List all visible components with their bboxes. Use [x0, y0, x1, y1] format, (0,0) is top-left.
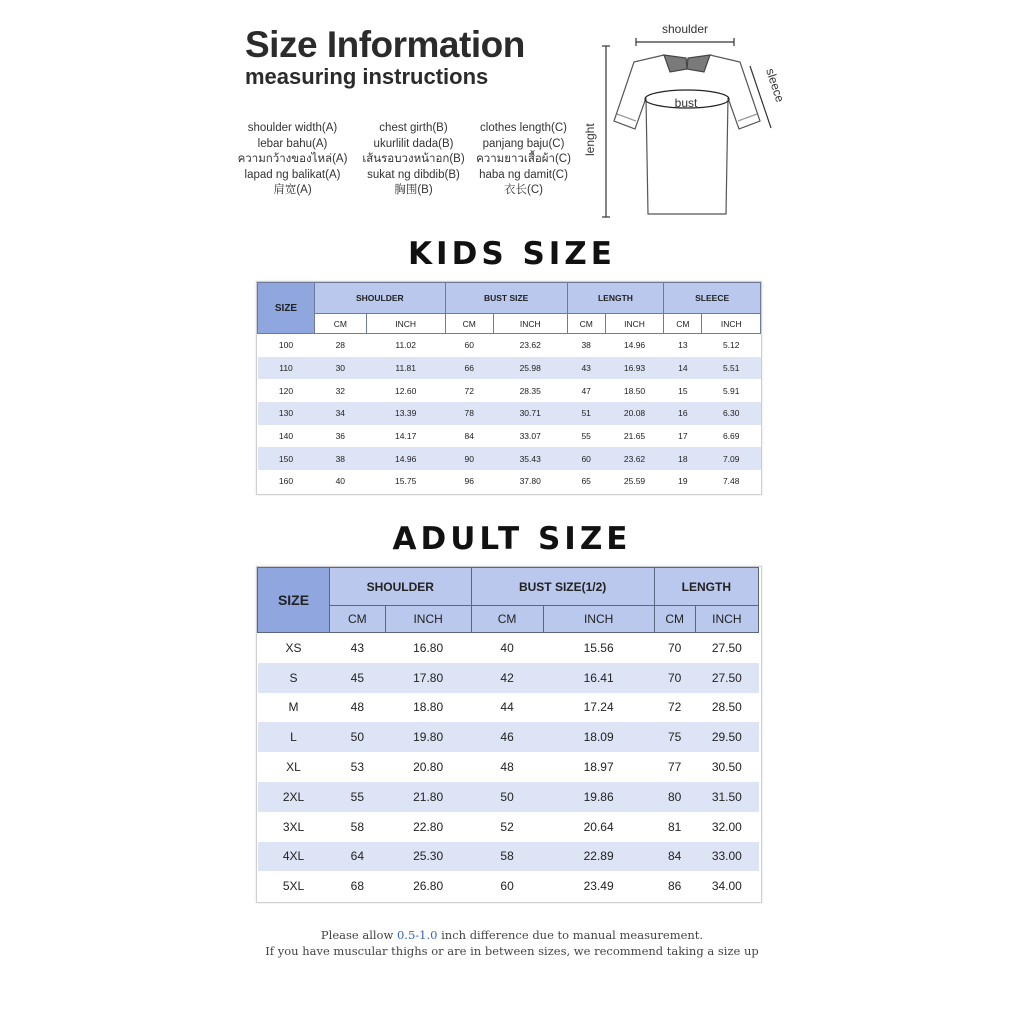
translation-item: shoulder width(A)	[247, 122, 338, 134]
table-cell: 53	[330, 752, 386, 782]
page-subtitle: measuring instructions	[245, 64, 489, 89]
table-cell: 43	[330, 633, 386, 663]
translation-item: panjang baju(C)	[482, 137, 565, 150]
inch-header: INCH	[702, 314, 761, 334]
table-cell: 23.62	[605, 447, 663, 470]
table-cell: 28.35	[493, 379, 567, 402]
adult-size-table	[257, 567, 759, 901]
table-cell: 75	[654, 722, 695, 752]
table-cell: 22.89	[543, 842, 654, 872]
table-cell: 48	[330, 693, 386, 723]
adult-size-heading: ADULT SIZE	[392, 521, 632, 557]
table-cell: 80	[654, 782, 695, 812]
translation-item: 胸围(B)	[394, 184, 433, 197]
cm-header: CM	[664, 314, 702, 334]
cm-header: CM	[471, 606, 543, 633]
table-cell: 6.30	[702, 402, 761, 425]
table-cell: 32.00	[695, 812, 758, 842]
table-cell: 84	[654, 842, 695, 872]
table-cell: 58	[330, 812, 386, 842]
table-cell: 68	[330, 871, 386, 901]
table-cell: 26.80	[385, 871, 471, 901]
translation-column-length	[466, 121, 581, 199]
table-cell: 50	[330, 722, 386, 752]
size-cell: 2XL	[258, 782, 330, 812]
table-cell: 65	[567, 470, 605, 493]
table-cell: 45	[330, 663, 386, 693]
table-cell: 40	[315, 470, 367, 493]
size-cell: M	[258, 693, 330, 723]
table-cell: 20.08	[605, 402, 663, 425]
translation-item: ความกว้างของไหล่(A)	[237, 153, 348, 166]
shirt-outline	[614, 55, 760, 214]
table-cell: 51	[567, 402, 605, 425]
table-row	[258, 842, 759, 872]
table-cell: 19.80	[385, 722, 471, 752]
table-cell: 52	[471, 812, 543, 842]
kids-size-heading: KIDS SIZE	[408, 236, 616, 272]
table-cell: 5.12	[702, 334, 761, 357]
table-cell: 18.97	[543, 752, 654, 782]
table-row	[258, 334, 761, 357]
table-cell: 17.80	[385, 663, 471, 693]
size-cell: 110	[258, 357, 315, 380]
table-cell: 38	[315, 447, 367, 470]
cm-header: CM	[315, 314, 367, 334]
translation-item: 肩宽(A)	[273, 184, 312, 197]
table-cell: 86	[654, 871, 695, 901]
table-cell: 13	[664, 334, 702, 357]
table-cell: 25.30	[385, 842, 471, 872]
table-cell: 17	[664, 425, 702, 448]
translation-item: chest girth(B)	[379, 122, 448, 134]
note-text: inch difference due to manual measurement.	[437, 928, 704, 942]
table-cell: 27.50	[695, 663, 758, 693]
table-cell: 14	[664, 357, 702, 380]
table-cell: 29.50	[695, 722, 758, 752]
table-cell: 42	[471, 663, 543, 693]
size-cell: L	[258, 722, 330, 752]
bust-label: bust	[674, 96, 698, 110]
size-cell: 120	[258, 379, 315, 402]
table-cell: 21.65	[605, 425, 663, 448]
translation-item: ukurlilit dada(B)	[373, 137, 454, 150]
table-cell: 38	[567, 334, 605, 357]
table-row	[258, 425, 761, 448]
table-cell: 30	[315, 357, 367, 380]
sleeve-label: sleece	[763, 66, 788, 104]
table-cell: 19.86	[543, 782, 654, 812]
shoulder-label: shoulder	[661, 22, 709, 36]
table-cell: 50	[471, 782, 543, 812]
table-cell: 14.96	[605, 334, 663, 357]
table-row	[258, 402, 761, 425]
size-cell: 5XL	[258, 871, 330, 901]
table-cell: 18.80	[385, 693, 471, 723]
table-cell: 58	[471, 842, 543, 872]
column-group-header: SLEECE	[664, 283, 761, 314]
table-cell: 46	[471, 722, 543, 752]
size-cell: 160	[258, 470, 315, 493]
translation-item: เส้นรอบวงหน้าอก(B)	[362, 153, 465, 166]
inch-header: INCH	[605, 314, 663, 334]
table-cell: 11.81	[366, 357, 445, 380]
table-cell: 16.80	[385, 633, 471, 663]
table-cell: 15.75	[366, 470, 445, 493]
note-allowance	[0, 928, 1024, 942]
size-header: SIZE	[258, 283, 315, 334]
table-cell: 64	[330, 842, 386, 872]
table-cell: 70	[654, 633, 695, 663]
shirt-diagram	[583, 18, 790, 228]
table-cell: 23.49	[543, 871, 654, 901]
translation-column-chest	[356, 121, 471, 199]
column-group-header: SHOULDER	[315, 283, 446, 314]
size-cell: 140	[258, 425, 315, 448]
table-cell: 35.43	[493, 447, 567, 470]
table-cell: 27.50	[695, 633, 758, 663]
note-size-up: If you have muscular thighs or are in between sizes, we recommend taking a size up	[265, 944, 759, 958]
table-cell: 30.71	[493, 402, 567, 425]
table-cell: 77	[654, 752, 695, 782]
table-cell: 18.50	[605, 379, 663, 402]
table-cell: 60	[567, 447, 605, 470]
size-cell: XS	[258, 633, 330, 663]
table-cell: 11.02	[366, 334, 445, 357]
table-cell: 60	[445, 334, 493, 357]
column-group-header: SHOULDER	[330, 568, 472, 606]
size-header: SIZE	[258, 568, 330, 633]
table-cell: 37.80	[493, 470, 567, 493]
column-group-header: LENGTH	[567, 283, 664, 314]
table-cell: 36	[315, 425, 367, 448]
table-cell: 48	[471, 752, 543, 782]
cm-header: CM	[330, 606, 386, 633]
table-cell: 44	[471, 693, 543, 723]
page-title: Size Information	[245, 24, 525, 65]
cm-header: CM	[654, 606, 695, 633]
table-cell: 34.00	[695, 871, 758, 901]
table-cell: 28.50	[695, 693, 758, 723]
table-row	[258, 470, 761, 493]
table-cell: 47	[567, 379, 605, 402]
table-cell: 12.60	[366, 379, 445, 402]
note-highlight: 0.5-1.0	[396, 928, 438, 942]
note-text: Please allow	[320, 928, 397, 942]
inch-header: INCH	[385, 606, 471, 633]
table-cell: 16.93	[605, 357, 663, 380]
table-row	[258, 663, 759, 693]
table-cell: 78	[445, 402, 493, 425]
size-cell: XL	[258, 752, 330, 782]
table-cell: 5.91	[702, 379, 761, 402]
table-cell: 43	[567, 357, 605, 380]
size-cell: 150	[258, 447, 315, 470]
cm-header: CM	[567, 314, 605, 334]
table-cell: 66	[445, 357, 493, 380]
inch-header: INCH	[543, 606, 654, 633]
translation-column-shoulder	[235, 121, 350, 199]
table-cell: 34	[315, 402, 367, 425]
size-cell: 100	[258, 334, 315, 357]
size-cell: 3XL	[258, 812, 330, 842]
size-cell: 130	[258, 402, 315, 425]
table-cell: 72	[654, 693, 695, 723]
table-row	[258, 693, 759, 723]
inch-header: INCH	[493, 314, 567, 334]
table-row	[258, 447, 761, 470]
table-cell: 23.62	[493, 334, 567, 357]
column-group-header: BUST SIZE(1/2)	[471, 568, 654, 606]
table-cell: 14.96	[366, 447, 445, 470]
table-cell: 90	[445, 447, 493, 470]
table-cell: 15.56	[543, 633, 654, 663]
translation-item: lebar bahu(A)	[257, 137, 328, 150]
table-cell: 96	[445, 470, 493, 493]
translation-item: haba ng damit(C)	[479, 168, 568, 181]
table-cell: 33.00	[695, 842, 758, 872]
table-cell: 7.48	[702, 470, 761, 493]
translation-item: 衣长(C)	[504, 184, 543, 197]
table-row	[258, 782, 759, 812]
table-cell: 31.50	[695, 782, 758, 812]
table-row	[258, 633, 759, 663]
length-label: lenght	[583, 123, 597, 156]
table-row	[258, 752, 759, 782]
table-cell: 72	[445, 379, 493, 402]
table-cell: 60	[471, 871, 543, 901]
inch-header: INCH	[695, 606, 758, 633]
table-cell: 6.69	[702, 425, 761, 448]
table-cell: 84	[445, 425, 493, 448]
column-group-header: BUST SIZE	[445, 283, 567, 314]
table-cell: 18	[664, 447, 702, 470]
kids-size-table	[257, 282, 761, 493]
table-cell: 15	[664, 379, 702, 402]
table-cell: 19	[664, 470, 702, 493]
table-row	[258, 871, 759, 901]
table-row	[258, 812, 759, 842]
table-cell: 81	[654, 812, 695, 842]
inch-header: INCH	[366, 314, 445, 334]
translation-item: clothes length(C)	[480, 122, 567, 134]
table-cell: 40	[471, 633, 543, 663]
table-cell: 25.59	[605, 470, 663, 493]
table-cell: 14.17	[366, 425, 445, 448]
cm-header: CM	[445, 314, 493, 334]
table-cell: 20.64	[543, 812, 654, 842]
table-cell: 25.98	[493, 357, 567, 380]
table-cell: 17.24	[543, 693, 654, 723]
table-cell: 7.09	[702, 447, 761, 470]
translation-item: ความยาวเสื้อผ้า(C)	[476, 153, 571, 166]
table-row	[258, 722, 759, 752]
table-cell: 55	[567, 425, 605, 448]
size-cell: S	[258, 663, 330, 693]
table-cell: 13.39	[366, 402, 445, 425]
translation-item: lapad ng balikat(A)	[244, 168, 341, 181]
table-cell: 32	[315, 379, 367, 402]
size-cell: 4XL	[258, 842, 330, 872]
table-cell: 16.41	[543, 663, 654, 693]
table-cell: 18.09	[543, 722, 654, 752]
table-row	[258, 379, 761, 402]
translation-item: sukat ng dibdib(B)	[367, 168, 460, 181]
column-group-header: LENGTH	[654, 568, 758, 606]
table-cell: 70	[654, 663, 695, 693]
table-cell: 22.80	[385, 812, 471, 842]
table-cell: 16	[664, 402, 702, 425]
table-cell: 20.80	[385, 752, 471, 782]
table-cell: 28	[315, 334, 367, 357]
table-cell: 33.07	[493, 425, 567, 448]
table-cell: 5.51	[702, 357, 761, 380]
table-row	[258, 357, 761, 380]
table-cell: 55	[330, 782, 386, 812]
table-cell: 21.80	[385, 782, 471, 812]
table-cell: 30.50	[695, 752, 758, 782]
